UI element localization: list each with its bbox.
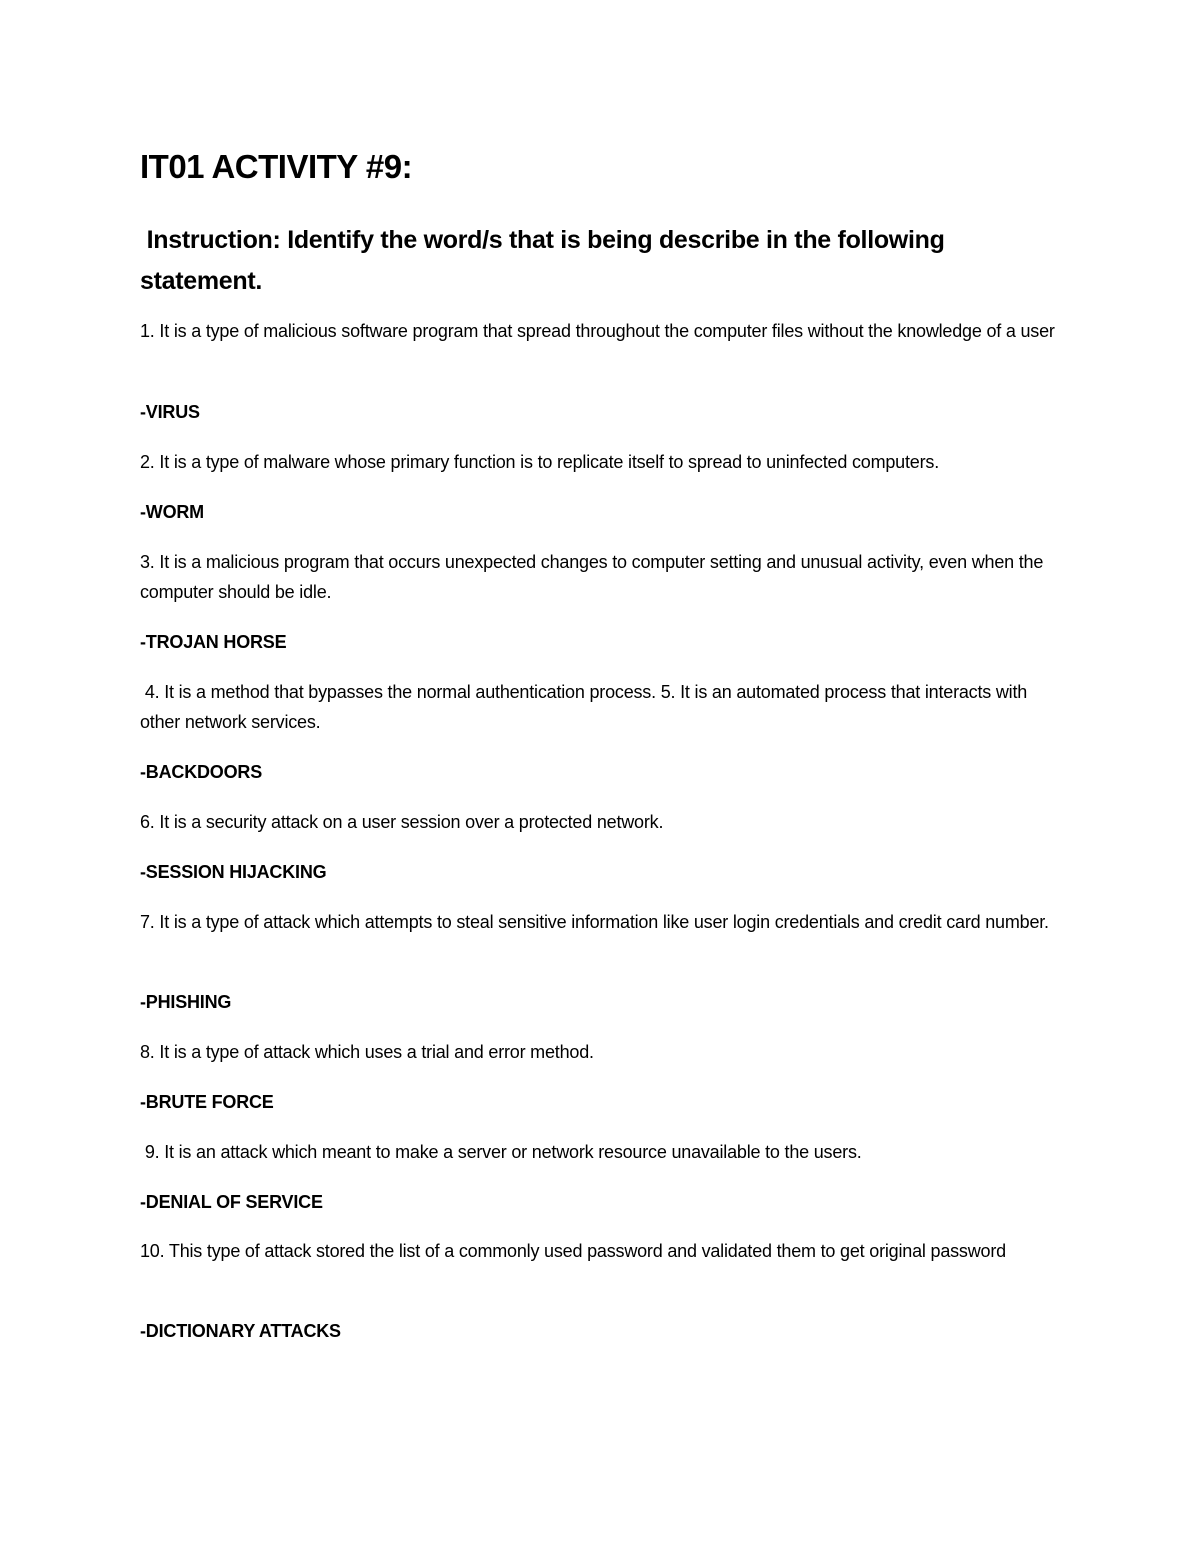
answer-1: -VIRUS [140, 402, 200, 422]
answer-10: -DICTIONARY ATTACKS [140, 1321, 341, 1341]
question-4: 4. It is a method that bypasses the normal authentication process. 5. It is an automated process that interacts with other network services. [140, 682, 1032, 732]
question-8: 8. It is a type of attack which uses a trial and error method. [140, 1042, 594, 1062]
answer-3: -TROJAN HORSE [140, 632, 287, 652]
answer-4: -BACKDOORS [140, 762, 262, 782]
answer-9: -DENIAL OF SERVICE [140, 1192, 323, 1212]
question-7: 7. It is a type of attack which attempts to steal sensitive information like user login credentials and credit card number. [140, 912, 1049, 932]
answer-8: -BRUTE FORCE [140, 1092, 274, 1112]
question-10: 10. This type of attack stored the list of a commonly used password and validated them to get original password [140, 1241, 1006, 1261]
question-3: 3. It is a malicious program that occurs unexpected changes to computer setting and unusual activity, even when the computer should be idle. [140, 552, 1044, 602]
page-title: IT01 ACTIVITY #9: [140, 148, 413, 185]
question-2: 2. It is a type of malware whose primary function is to replicate itself to spread to uninfected computers. [140, 452, 939, 472]
answer-7: -PHISHING [140, 992, 232, 1012]
instruction-text: Instruction: Identify the word/s that is being describe in the following statement. [140, 226, 952, 295]
answer-2: -WORM [140, 502, 204, 522]
question-9: 9. It is an attack which meant to make a server or network resource unavailable to the users. [140, 1142, 862, 1162]
question-1: 1. It is a type of malicious software program that spread throughout the computer files without the knowledge of a user [140, 321, 1055, 341]
question-6: 6. It is a security attack on a user session over a protected network. [140, 812, 664, 832]
answer-6: -SESSION HIJACKING [140, 862, 327, 882]
